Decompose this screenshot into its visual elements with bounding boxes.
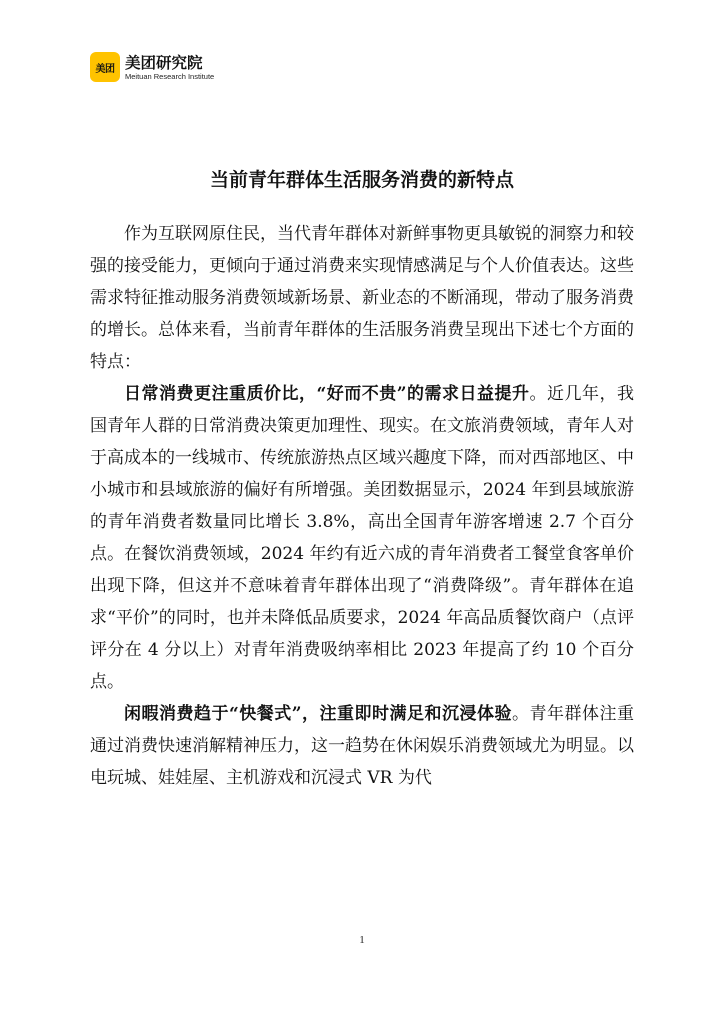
paragraph-text: 作为互联网原住民，当代青年群体对新鲜事物更具敏锐的洞察力和较强的接受能力，更倾向于通过消费来实现情感满足与个人价值表达。这些需求特征推动服务消费领域新场景、新业态的不断涌现，带动了服务消费的增长。总体来看，当前青年群体的生活服务消费呈现出下述七个方面的特点： [90,224,634,372]
logo-english-name: Meituan Research Institute [125,71,215,81]
document-body [90,218,634,794]
paragraph-point-1 [90,378,634,698]
paragraph-text: 。近几年，我国青年人群的日常消费决策更加理性、现实。在文旅消费领域，青年人对于高成本的一线城市、传统旅游热点区域兴趣度下降，而对西部地区、中小城市和县域旅游的偏好有所增强。美团数据显示，2024 年到县域旅游的青年消费者数量同比增长 3.8%，高出全国青年游客增速 2.7 个百分点。在餐饮消费领域，2024 年约有近六成的青年消费者工餐堂食客单价出现下降，但这并不意味着青年群体出现了“消费降级”。青年群体在追求“平价”的同时，也并未降低品质要求，2024 年高品质餐饮商户（点评评分在 4 分以上）对青年消费吸纳率相比 2023 年提高了约 10 个百分点。 [90,384,635,692]
logo-text [125,54,214,81]
meituan-logo-icon: 美团 [90,52,120,82]
page-number: 1 [359,934,365,946]
paragraph-point-2 [90,698,634,794]
meituan-logo [90,52,214,82]
paragraph-intro [90,218,634,378]
paragraph-text: 。青年群体注重通过消费快速消解精神压力，这一趋势在休闲娱乐消费领域尤为明显。以电玩城、娃娃屋、主机游戏和沉浸式 VR 为代 [90,704,635,788]
paragraph-lead: 日常消费更注重质价比，“好而不贵”的需求日益提升 [124,384,530,404]
paragraph-lead: 闲暇消费趋于“快餐式”，注重即时满足和沉浸体验 [124,704,513,724]
logo-name: 美团研究院 [125,53,203,72]
document-title: 当前青年群体生活服务消费的新特点 [209,169,514,191]
